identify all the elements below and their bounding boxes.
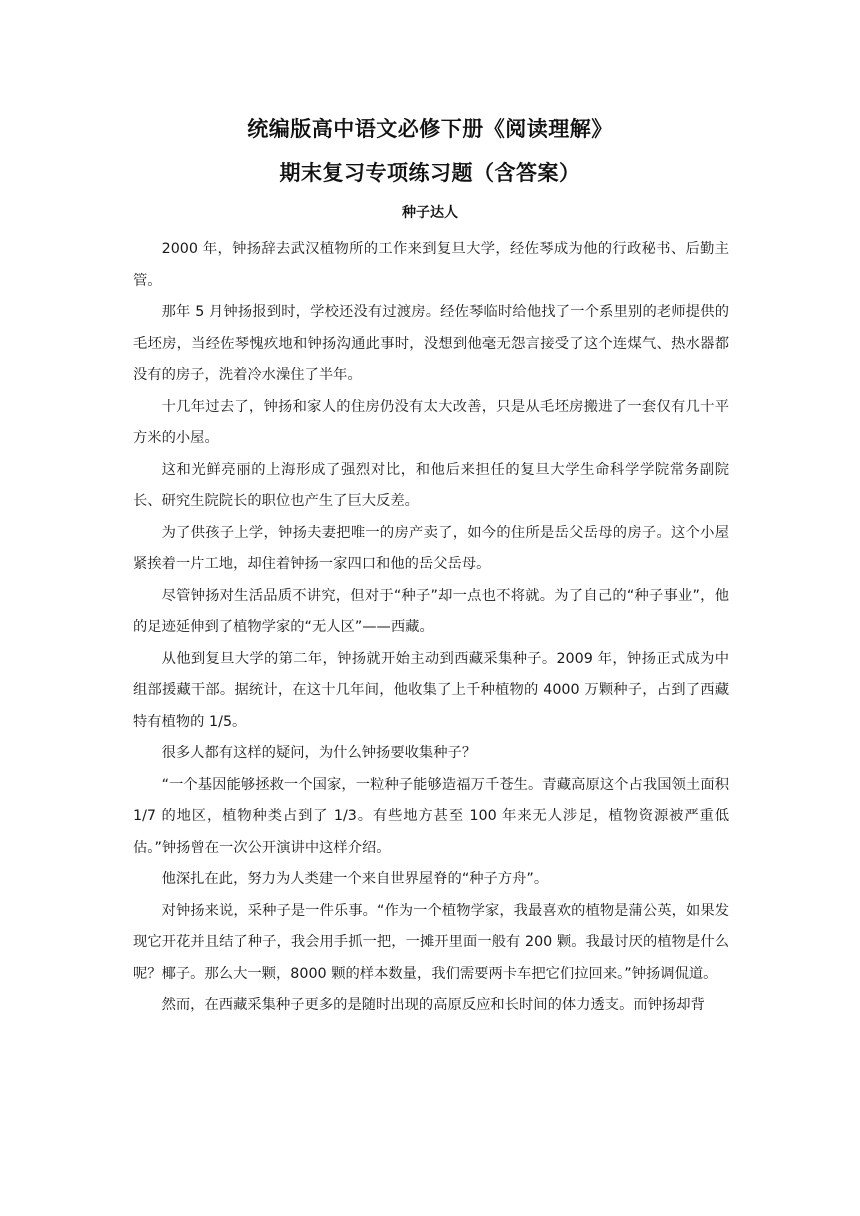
paragraph: 很多人都有这样的疑问，为什么钟扬要收集种子？ — [161, 745, 477, 761]
paragraph: 十几年过去了，钟扬和家人的住房仍没有太大改善，只是从毛坯房搬进了一套仅有几十平方米的小屋。 — [133, 398, 729, 446]
paragraph: 从他到复旦大学的第二年，钟扬就开始主动到西藏采集种子。2009 年，钟扬正式成为中组部援藏干部。据统计，在这十几年间，他收集了上千种植物的 4000 万颗种子，占到了西藏特有植物的 1/5。 — [133, 650, 729, 730]
paragraph: 尽管钟扬对生活品质不讲究，但对于“种子”却一点也不将就。为了自己的“种子事业”，他的足迹延伸到了植物学家的“无人区”——西藏。 — [133, 587, 729, 635]
document-title-line1: 统编版高中语文必修下册《阅读理解》 — [247, 116, 613, 141]
document-title-line2: 期末复习专项练习题（含答案） — [279, 160, 581, 185]
paragraph: 他深扎在此，努力为人类建一个来自世界屋脊的“种子方舟”。 — [161, 871, 549, 887]
paragraph: 这和光鲜亮丽的上海形成了强烈对比，和他后来担任的复旦大学生命科学学院常务副院长、研究生院院长的职位也产生了巨大反差。 — [133, 461, 729, 509]
article-title: 种子达人 — [402, 205, 458, 221]
paragraph: 然而，在西藏采集种子更多的是随时出现的高原反应和长时间的体力透支。而钟扬却背 — [161, 997, 705, 1013]
paragraph: “一个基因能够拯救一个国家，一粒种子能够造福万千苍生。青藏高原这个占我国领土面积 1/7 的地区，植物种类占到了 1/3。有些地方甚至 100 年来无人涉足，植物资源被严重低估。”钟扬曾在一次公开演讲中这样介绍。 — [133, 776, 729, 856]
paragraph: 那年 5 月钟扬报到时，学校还没有过渡房。经佐琴临时给他找了一个系里别的老师提供的毛坯房，当经佐琴愧疚地和钟扬沟通此事时，没想到他毫无怨言接受了这个连煤气、热水器都没有的房子，洗着冷水澡住了半年。 — [133, 304, 729, 383]
paragraph: 对钟扬来说，采种子是一件乐事。“作为一个植物学家，我最喜欢的植物是蒲公英，如果发现它开花并且结了种子，我会用手抓一把，一摊开里面一般有 200 颗。我最讨厌的植物是什么呢？椰子。那么大一颗，8000 颗的样本数量，我们需要两卡车把它们拉回来。”钟扬调侃道。 — [133, 902, 729, 982]
article-body — [133, 234, 729, 1022]
paragraph: 2000 年，钟扬辞去武汉植物所的工作来到复旦大学，经佐琴成为他的行政秘书、后勤主管。 — [133, 241, 729, 289]
paragraph: 为了供孩子上学，钟扬夫妻把唯一的房产卖了，如今的住所是岳父岳母的房子。这个小屋紧挨着一片工地，却住着钟扬一家四口和他的岳父岳母。 — [133, 524, 729, 572]
